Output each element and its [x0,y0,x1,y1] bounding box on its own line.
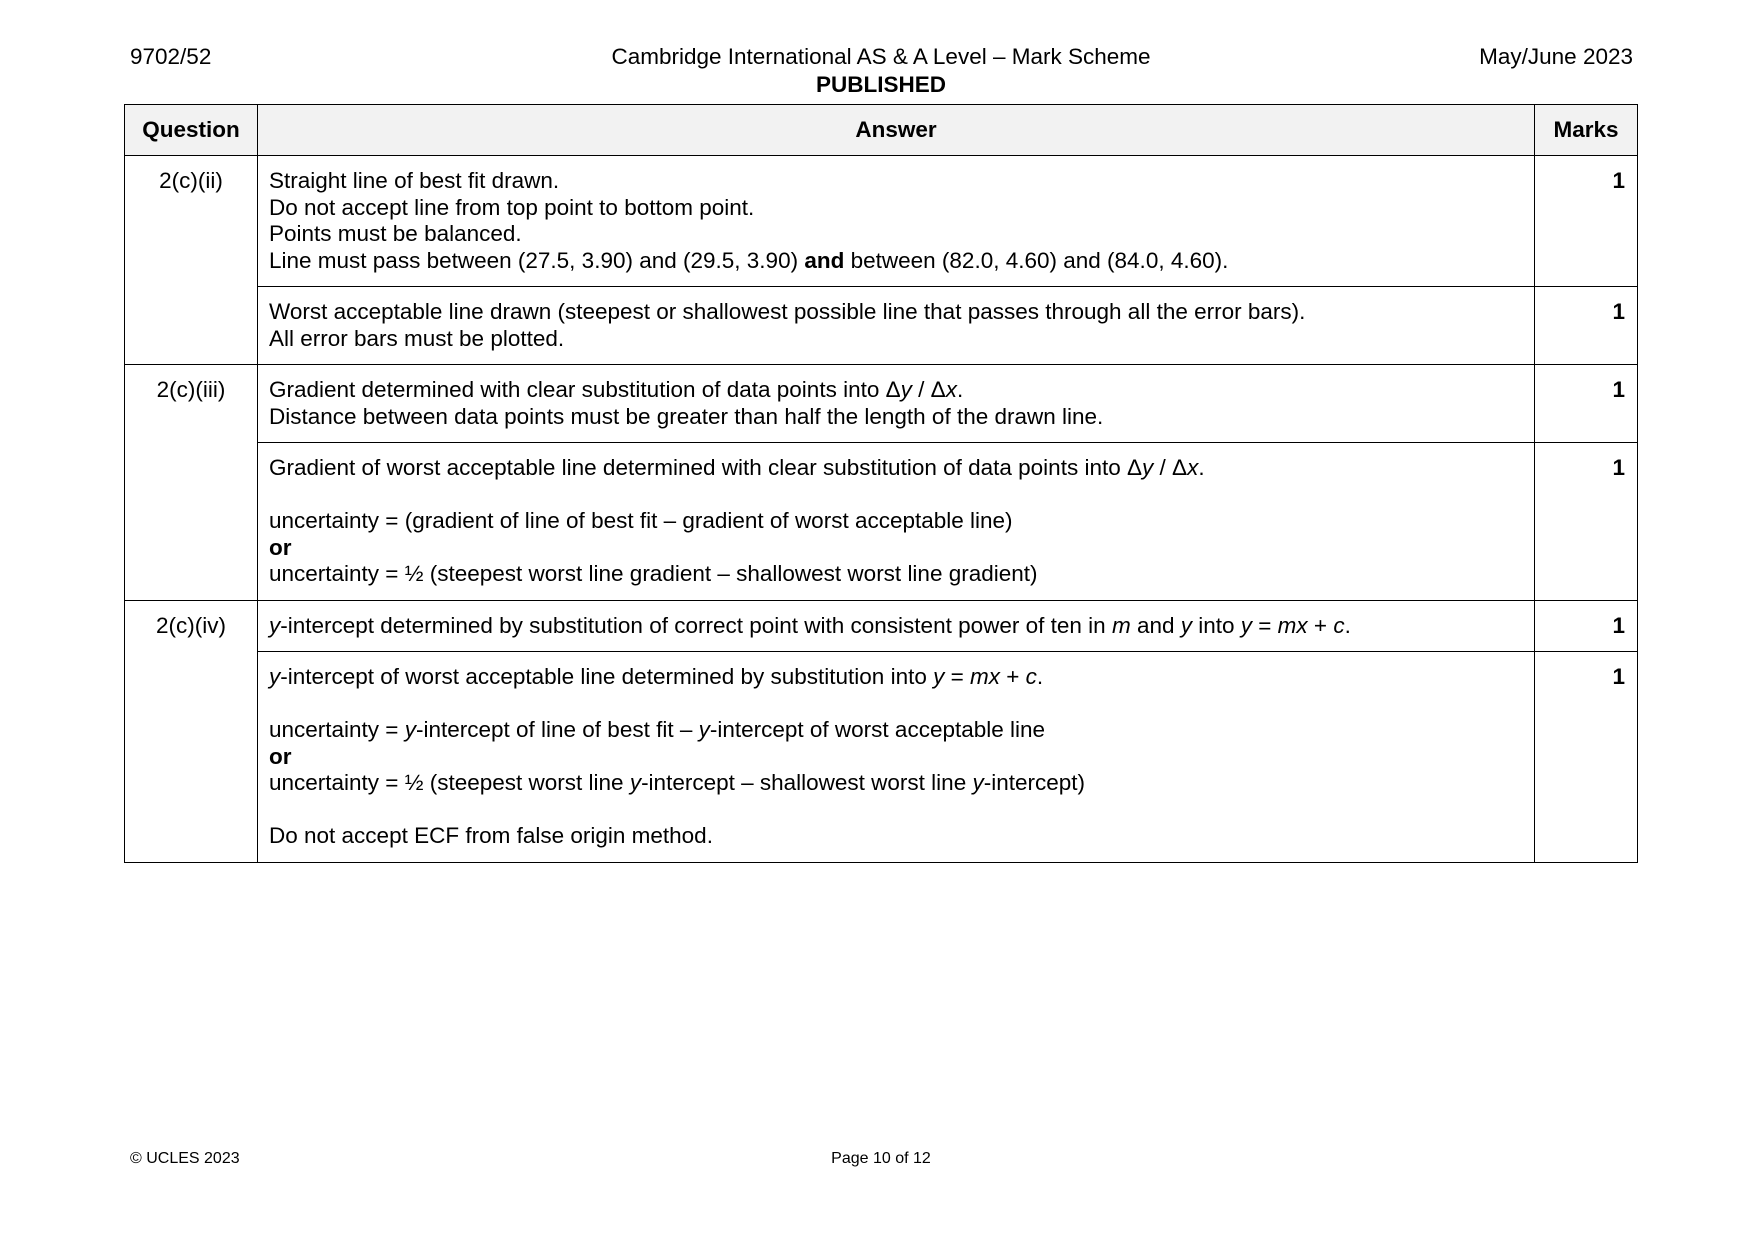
mark-scheme-body [125,156,1638,863]
published-label: PUBLISHED [815,72,946,97]
answer-text: uncertainty = [269,717,405,742]
italic-variable: y [269,664,281,689]
answer-line [269,195,1522,222]
answer-text: All error bars must be plotted. [269,325,565,351]
answer-text: Line must pass between (27.5, 3.90) and (29.5, 3.90) [269,247,805,273]
italic-variable: m [1111,612,1131,638]
question-number: 2(c)(iii) [125,365,258,601]
answer-line [269,613,1522,640]
answer-line [269,455,1522,482]
blank-line [269,797,1522,824]
answer-text: Gradient of worst acceptable line determined with clear substitution of data points into Δ [269,455,1143,480]
italic-variable: x [1187,455,1199,480]
question-column-header: Question [125,105,258,156]
marks-value: 1 [1535,287,1638,365]
answer-cell [258,600,1535,652]
answer-text: . [1344,612,1351,638]
answer-line [269,168,1522,195]
answer-text: = [1252,612,1278,638]
table-row [125,600,1638,652]
answer-line [269,404,1522,431]
table-row [125,287,1638,365]
answer-cell [258,652,1535,863]
answer-text: -intercept determined by substitution of correct point with consistent power of ten in [280,612,1112,638]
italic-variable: y [269,612,281,638]
answer-line [269,770,1522,797]
answer-line [269,221,1522,248]
answer-text: uncertainty = ½ (steepest worst line [269,770,630,795]
answer-cell [258,156,1535,287]
answer-text: Do not accept ECF from false origin method. [269,823,713,848]
question-number: 2(c)(ii) [125,156,258,365]
answer-text: = [944,664,971,689]
answer-text: -intercept – shallowest worst line [641,770,973,795]
exam-session: May/June 2023 [1479,44,1633,69]
answer-text: between (82.0, 4.60) and (84.0, 4.60). [844,247,1229,273]
answer-text: Distance between data points must be greater than half the length of the drawn line. [269,403,1104,429]
italic-variable: c [1025,664,1037,689]
answer-text: uncertainty = ½ (steepest worst line gradient – shallowest worst line gradient) [269,561,1038,586]
answer-text: -intercept) [983,770,1086,795]
answer-text: . [1036,664,1044,689]
answer-line [269,717,1522,744]
answer-line [269,823,1522,850]
answer-line [269,248,1522,275]
document-title: Cambridge International AS & A Level – Mark Scheme [611,44,1151,69]
table-row [125,156,1638,287]
answer-text: -intercept of worst acceptable line determined by substitution into [280,664,934,689]
mark-scheme-table [124,104,1638,863]
italic-variable: x [945,377,957,402]
answer-cell [258,287,1535,365]
answer-text: / Δ [1153,455,1188,480]
bold-text: and [804,247,845,273]
answer-text: Gradient determined with clear substitution of data points into Δ [269,377,901,402]
copyright-notice: © UCLES 2023 [130,1150,240,1167]
answer-text: -intercept of line of best fit – [415,717,699,742]
answer-text: . [1198,455,1205,480]
answer-line [269,535,1522,562]
marks-value: 1 [1535,443,1638,601]
marks-value: 1 [1535,365,1638,443]
table-row [125,652,1638,863]
bold-text: or [269,534,292,560]
answer-cell [258,443,1535,601]
marks-value: 1 [1535,652,1638,863]
italic-variable: y [404,717,416,742]
italic-variable: y [972,770,984,795]
italic-variable: y [1180,612,1192,638]
answer-text: Do not accept line from top point to bottom point. [269,194,755,220]
answer-cell [258,365,1535,443]
answer-line [269,299,1522,326]
answer-column-header: Answer [258,105,1535,156]
italic-variable: mx [1277,612,1308,638]
italic-variable: y [933,664,945,689]
answer-line [269,377,1522,404]
italic-variable: y [900,377,912,402]
italic-variable: y [629,770,642,795]
bold-text: or [269,743,292,769]
page-number: Page 10 of 12 [831,1150,931,1167]
answer-text: Worst acceptable line drawn (steepest or shallowest possible line that passes through all the error bars). [269,299,1306,324]
answer-line [269,561,1522,588]
marks-value: 1 [1535,600,1638,652]
answer-text: . [956,377,964,402]
italic-variable: c [1333,612,1345,638]
question-number: 2(c)(iv) [125,600,258,862]
answer-text: + [1000,664,1026,689]
marks-value: 1 [1535,156,1638,287]
answer-text: and [1130,612,1181,638]
answer-text: + [1307,612,1334,638]
blank-line [269,482,1522,509]
answer-text: / Δ [911,377,946,402]
answer-text: -intercept of worst acceptable line [709,717,1046,742]
italic-variable: y [1142,455,1154,480]
italic-variable: y [1240,612,1253,638]
answer-line [269,508,1522,535]
answer-text: Points must be balanced. [269,221,522,246]
blank-line [269,691,1522,718]
italic-variable: mx [970,664,1001,689]
italic-variable: y [698,717,710,742]
table-row [125,365,1638,443]
marks-column-header: Marks [1535,105,1638,156]
table-header-row [125,105,1638,156]
answer-text: Straight line of best fit drawn. [269,168,560,193]
paper-code: 9702/52 [130,44,212,69]
answer-line [269,744,1522,771]
answer-text: uncertainty = (gradient of line of best fit – gradient of worst acceptable line) [269,508,1013,533]
answer-text: into [1191,612,1241,638]
answer-line [269,326,1522,353]
answer-line [269,664,1522,691]
table-row [125,443,1638,601]
